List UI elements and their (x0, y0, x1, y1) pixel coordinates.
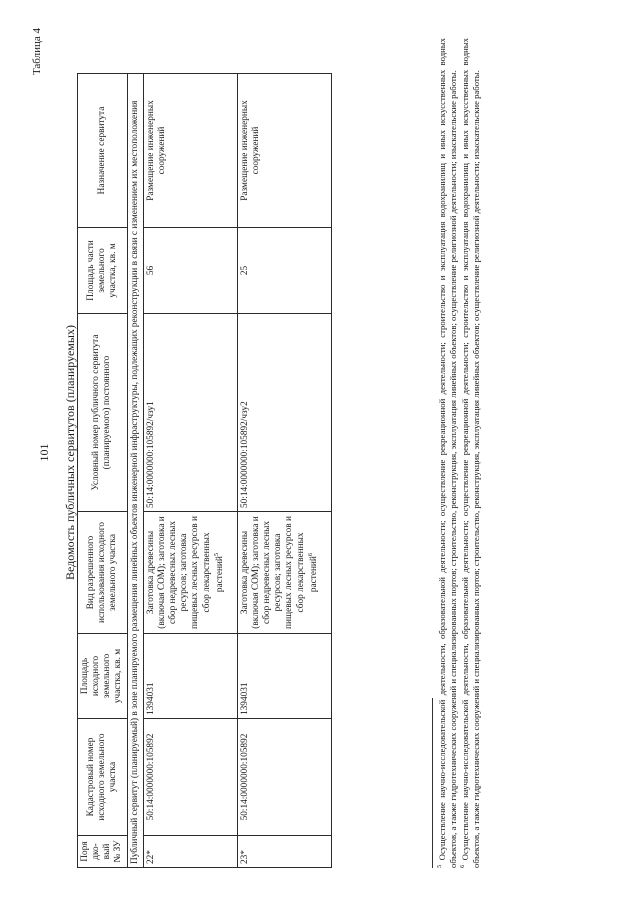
footnote (459, 38, 482, 868)
table-row (143, 74, 237, 868)
row-area-source: 1394031 (237, 634, 331, 719)
header-num: Порядко-вый № ЗУ (78, 836, 128, 868)
page-number: 101 (37, 443, 51, 462)
section-label: Публичный сервитут (планируемый) в зоне планируемого размещения линейных объектов инженерной инфраструктуры, подлежащих реконструкции в связи с изменением их местоположения (127, 74, 143, 868)
row-usage: Заготовка древесины (включая СОМ); заготовка и сбор недревесных лесных ресурсов; заготовка пищевых лесных ресурсов и сбор лекарственных растений (239, 516, 319, 629)
row-usage-cell (143, 512, 237, 634)
header-area-source: Площадь исходного земельного участка, кв. м (78, 634, 128, 719)
document-title: Ведомость публичных сервитутов (планируемых) (63, 325, 77, 580)
header-cadastral: Кадастровый номер исходного земельного участка (78, 719, 128, 836)
header-usage: Вид разрешенного использования исходного земельного участка (78, 512, 128, 634)
footnote-text: Осуществление научно-исследовательской деятельности, образовательной деятельности; осуществление рекреационной деятельности; строительство и эксплуатация водохранилищ и иных искусственных водных объектов, а также гидротехнических сооружений и специализированных портов; строительство, реконструкция, эксплуатация линейных объектов; осуществление религиозной деятельности; изыскательские работы. (460, 37, 482, 868)
table-header-row (78, 74, 128, 868)
row-purpose: Размещение инженерных сооружений (143, 74, 237, 228)
row-area-source: 1394031 (143, 634, 237, 719)
table-caption: Таблица 4 (31, 28, 43, 76)
table-section-row (127, 74, 143, 868)
header-servitude-id: Условный номер публичного сервитута (планируемого) постоянного (78, 314, 128, 512)
footnote-text: Осуществление научно-исследовательской деятельности, образовательной деятельности; осуществление рекреационной деятельности; строительство и эксплуатация водохранилищ и иных искусственных водных объектов, а также гидротехнических сооружений и специализированных портов; строительство, реконструкция, эксплуатация линейных объектов; осуществление религиозной деятельности; изыскательские работы. (436, 37, 459, 868)
row-cadastral: 50:14:0000000:105892 (143, 719, 237, 836)
footnote-mark: 6 (459, 864, 467, 868)
footnote-separator (432, 698, 433, 868)
footnote-ref: 5 (212, 552, 220, 557)
row-area-part: 56 (143, 228, 237, 314)
row-num: 23* (237, 836, 331, 868)
footnote-mark: 5 (436, 864, 443, 868)
row-num: 22* (143, 836, 237, 868)
row-cadastral: 50:14:0000000:105892 (237, 719, 331, 836)
row-area-part: 25 (237, 228, 331, 314)
row-servitude-id: 50:14:0000000:105892/чзу2 (237, 314, 331, 512)
row-usage-cell (237, 512, 331, 634)
table-row (237, 74, 331, 868)
row-servitude-id: 50:14:0000000:105892/чзу1 (143, 314, 237, 512)
row-purpose: Размещение инженерных сооружений (237, 74, 331, 228)
header-purpose: Назначение сервитута (78, 74, 128, 228)
header-area-part: Площадь части земельного участка, кв. м (78, 228, 128, 314)
servitude-table (77, 73, 332, 868)
footnote (436, 38, 459, 868)
row-usage: Заготовка древесины (включая СОМ); заготовка и сбор недревесных лесных ресурсов; заготовка пищевых лесных ресурсов и сбор лекарственных растений (145, 516, 225, 629)
footnote-ref: 6 (306, 552, 314, 557)
footnotes (436, 38, 482, 868)
